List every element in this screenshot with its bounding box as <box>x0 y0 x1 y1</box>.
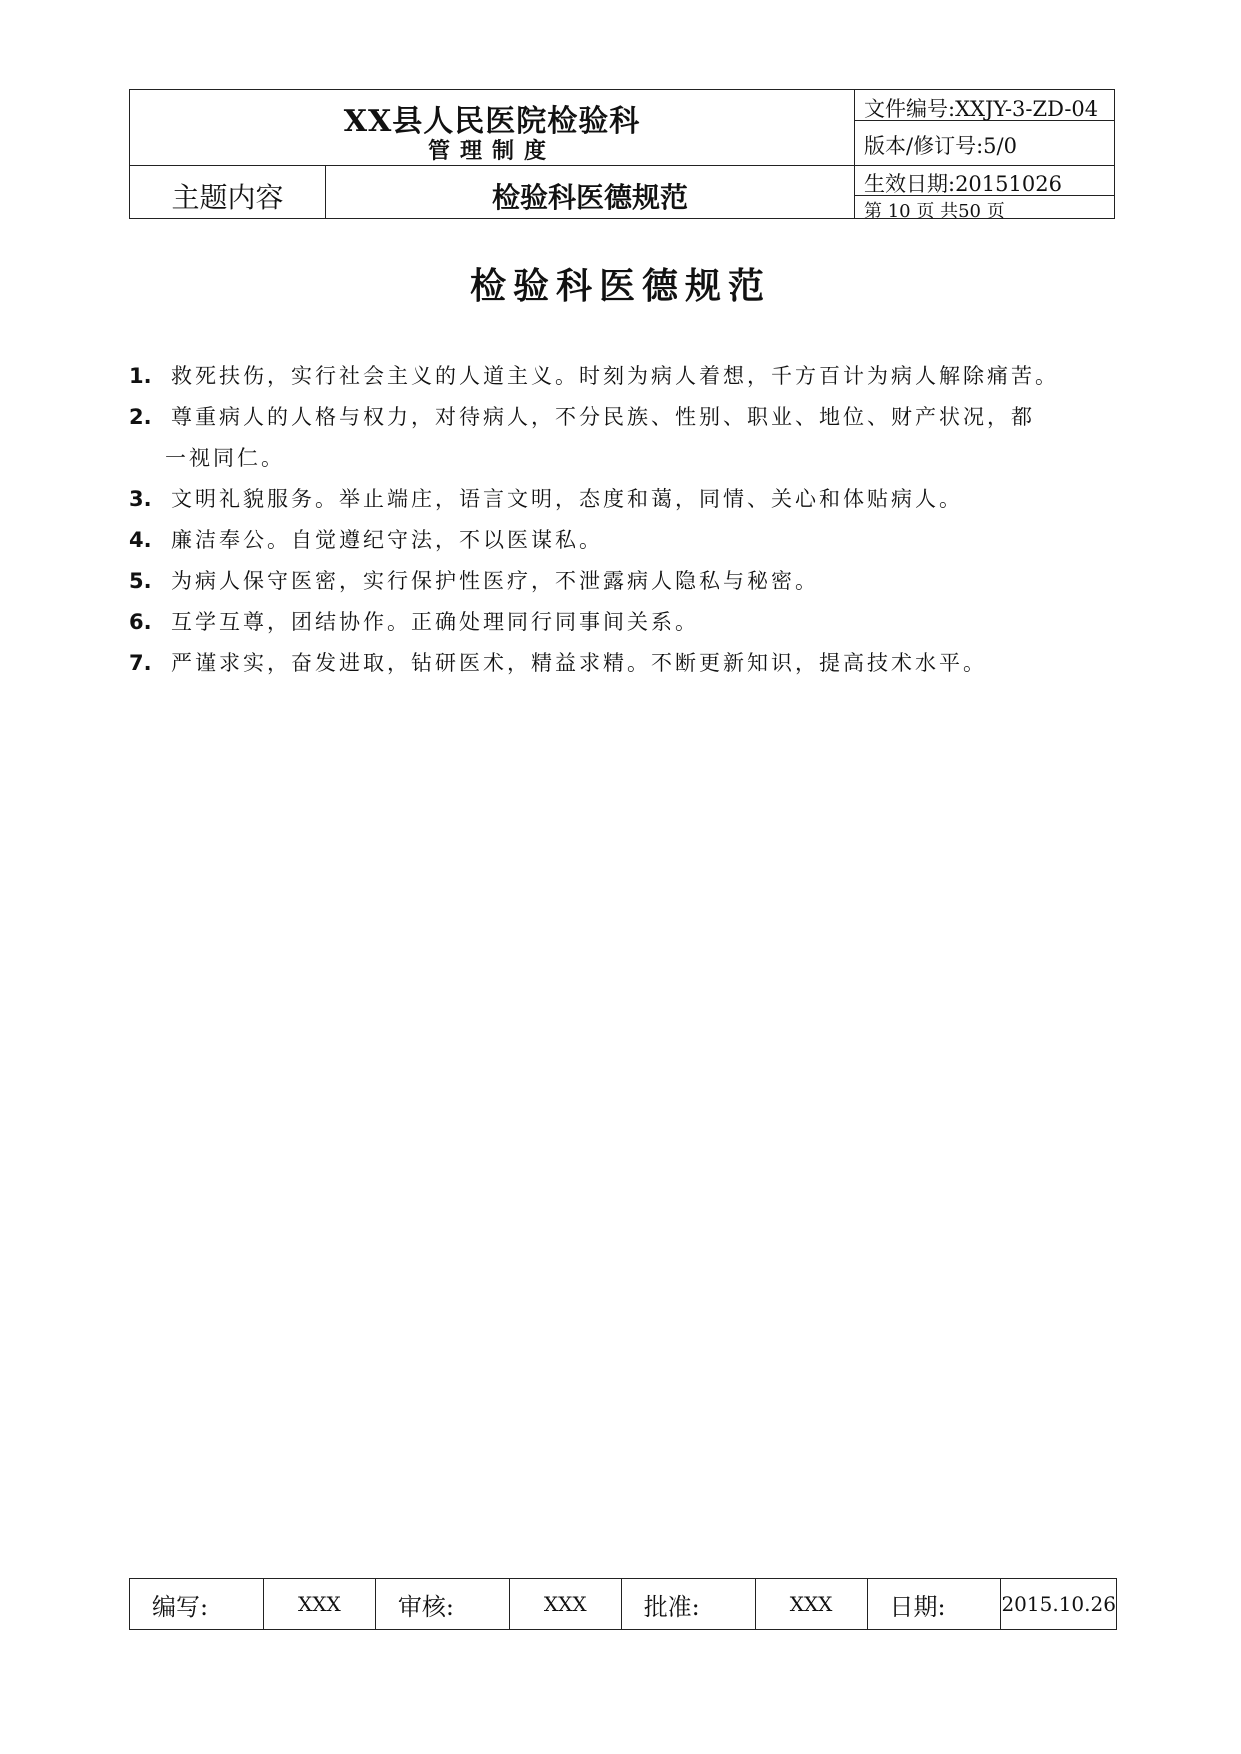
item-number: 7. <box>129 651 152 675</box>
item-text: 严谨求实，奋发进取，钻研医术，精益求精。不断更新知识，提高技术水平。 <box>171 651 987 675</box>
version-number: 版本/修订号:5/0 <box>864 134 1017 158</box>
item-number: 3. <box>129 487 152 511</box>
written-by-value: XXX <box>264 1579 376 1629</box>
item-text: 尊重病人的人格与权力，对待病人，不分民族、性别、职业、地位、财产状况，都 <box>171 405 1035 429</box>
approval-table <box>129 1578 1117 1630</box>
list-item-continuation <box>129 438 1115 479</box>
item-text: 为病人保守医密，实行保护性医疗，不泄露病人隐私与秘密。 <box>171 569 819 593</box>
topic-label: 主题内容 <box>171 181 284 214</box>
date-value: 2015.10.26 <box>1001 1592 1116 1616</box>
item-text: 文明礼貌服务。举止端庄，语言文明，态度和蔼，同情、关心和体贴病人。 <box>171 487 963 511</box>
list-item <box>129 479 1115 520</box>
item-number: 4. <box>129 528 152 552</box>
approved-by-label: 批准: <box>622 1579 756 1629</box>
list-item <box>129 356 1115 397</box>
list-item <box>129 602 1115 643</box>
list-item <box>129 520 1115 561</box>
date-label: 日期: <box>868 1579 1002 1629</box>
item-text: 救死扶伤，实行社会主义的人道主义。时刻为病人着想，千方百计为病人解除痛苦。 <box>171 364 1059 388</box>
item-number: 5. <box>129 569 152 593</box>
topic-value: 检验科医德规范 <box>491 181 688 214</box>
page-info: 第 10 页 共50 页 <box>864 201 1005 222</box>
item-number: 1. <box>129 364 152 388</box>
document-number: 文件编号:XXJY-3-ZD-04 <box>864 97 1099 121</box>
reviewed-by-label: 审核: <box>376 1579 510 1629</box>
list-item <box>129 561 1115 602</box>
item-text-continuation: 一视同仁。 <box>165 446 285 470</box>
item-text: 廉洁奉公。自觉遵纪守法，不以医谋私。 <box>171 528 603 552</box>
item-text: 互学互尊，团结协作。正确处理同行同事间关系。 <box>171 610 699 634</box>
item-number: 6. <box>129 610 152 634</box>
reviewed-by-value: XXX <box>510 1579 622 1629</box>
list-item <box>129 643 1115 684</box>
written-by-label: 编写: <box>130 1579 264 1629</box>
document-title: 检验科医德规范 <box>469 266 771 307</box>
header-divider <box>854 90 855 218</box>
document-header-table <box>129 89 1115 222</box>
ethics-list <box>129 356 1115 684</box>
organization-subtitle: 管理制度 <box>427 138 556 164</box>
effective-date: 生效日期:20151026 <box>864 172 1062 196</box>
header-divider <box>130 165 1114 166</box>
list-item <box>129 397 1115 438</box>
approved-by-value: XXX <box>756 1579 868 1629</box>
organization-name: XX县人民医院检验科 <box>343 104 641 139</box>
item-number: 2. <box>129 405 152 429</box>
